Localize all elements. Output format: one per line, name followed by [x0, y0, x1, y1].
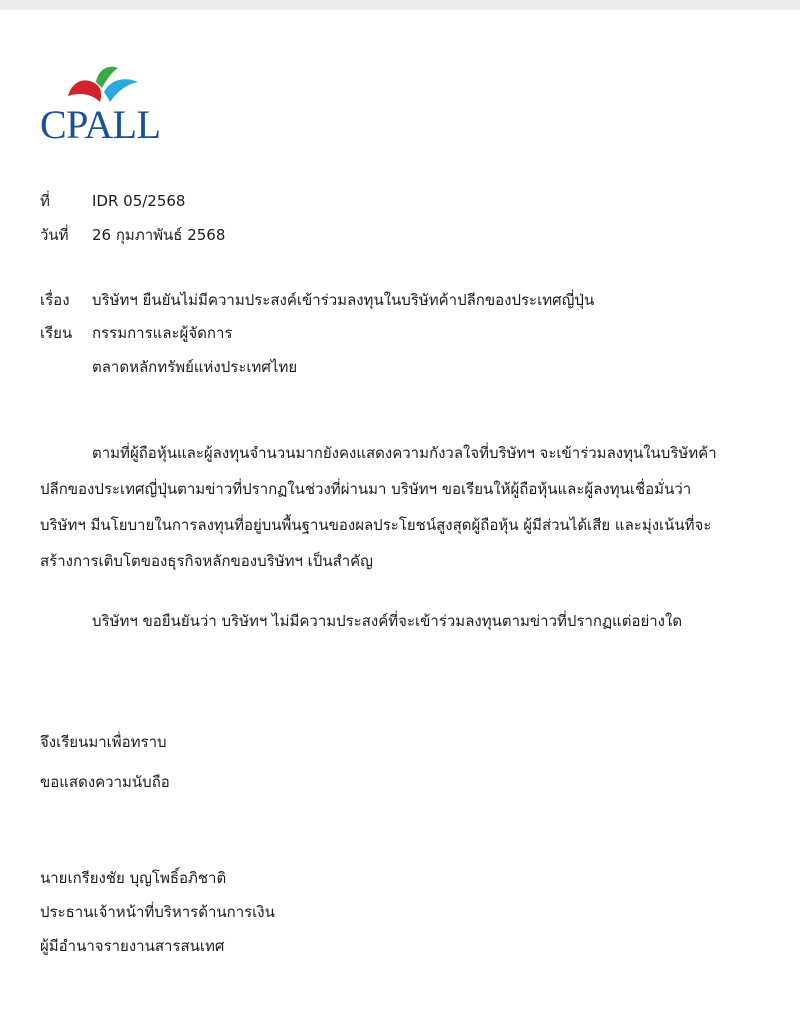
paragraph-line: บริษัทฯ ขอยืนยันว่า บริษัทฯ ไม่มีความประสงค์ที่จะเข้าร่วมลงทุนตามข่าวที่ปรากฏแต่อย่างใด [92, 612, 683, 630]
company-logo [40, 62, 170, 150]
subject-value: บริษัทฯ ยืนยันไม่มีความประสงค์เข้าร่วมลงทุนในบริษัทค้าปลีกของประเทศญี่ปุ่น [92, 291, 595, 309]
body-paragraph-2 [40, 603, 762, 639]
ref-label: ที่ [40, 192, 50, 210]
closing-line-2: ขอแสดงความนับถือ [40, 773, 170, 791]
signatory-name: นายเกรียงชัย บุญโพธิ์อภิชาติ [40, 869, 227, 887]
ref-number: IDR 05/2568 [92, 192, 186, 210]
signatory-title-1: ประธานเจ้าหน้าที่บริหารด้านการเงิน [40, 903, 275, 921]
logo-text: CPALL [40, 102, 161, 147]
paragraph-line: ปลีกของประเทศญี่ปุ่นตามข่าวที่ปรากฏในช่วงที่ผ่านมา บริษัทฯ ขอเรียนให้ผู้ถือหุ้นและผู้ลงทุนเชื่อมั่นว่า [40, 480, 692, 498]
recipient-label: เรียน [40, 324, 73, 342]
subject-label: เรื่อง [40, 291, 70, 309]
paragraph-line: ตามที่ผู้ถือหุ้นและผู้ลงทุนจำนวนมากยังคงแสดงความกังวลใจที่บริษัทฯ จะเข้าร่วมลงทุนในบริษัทค้า [92, 444, 717, 462]
signatory-title-2: ผู้มีอำนาจรายงานสารสนเทศ [40, 937, 225, 955]
closing-line-1: จึงเรียนมาเพื่อทราบ [40, 733, 167, 751]
date-label: วันที่ [40, 226, 69, 244]
paragraph-line: สร้างการเติบโตของธุรกิจหลักของบริษัทฯ เป็นสำคัญ [40, 552, 373, 570]
body-paragraph-1 [40, 435, 762, 579]
top-bar [0, 0, 800, 10]
recipient-line-1: กรรมการและผู้จัดการ [92, 324, 233, 342]
date-value: 26 กุมภาพันธ์ 2568 [92, 226, 226, 244]
paragraph-line: บริษัทฯ มีนโยบายในการลงทุนที่อยู่บนพื้นฐานของผลประโยชน์สูงสุดผู้ถือหุ้น ผู้มีส่วนได้เสีย และมุ่งเน้นที่จะ [40, 516, 712, 534]
recipient-line-2: ตลาดหลักทรัพย์แห่งประเทศไทย [92, 358, 298, 376]
